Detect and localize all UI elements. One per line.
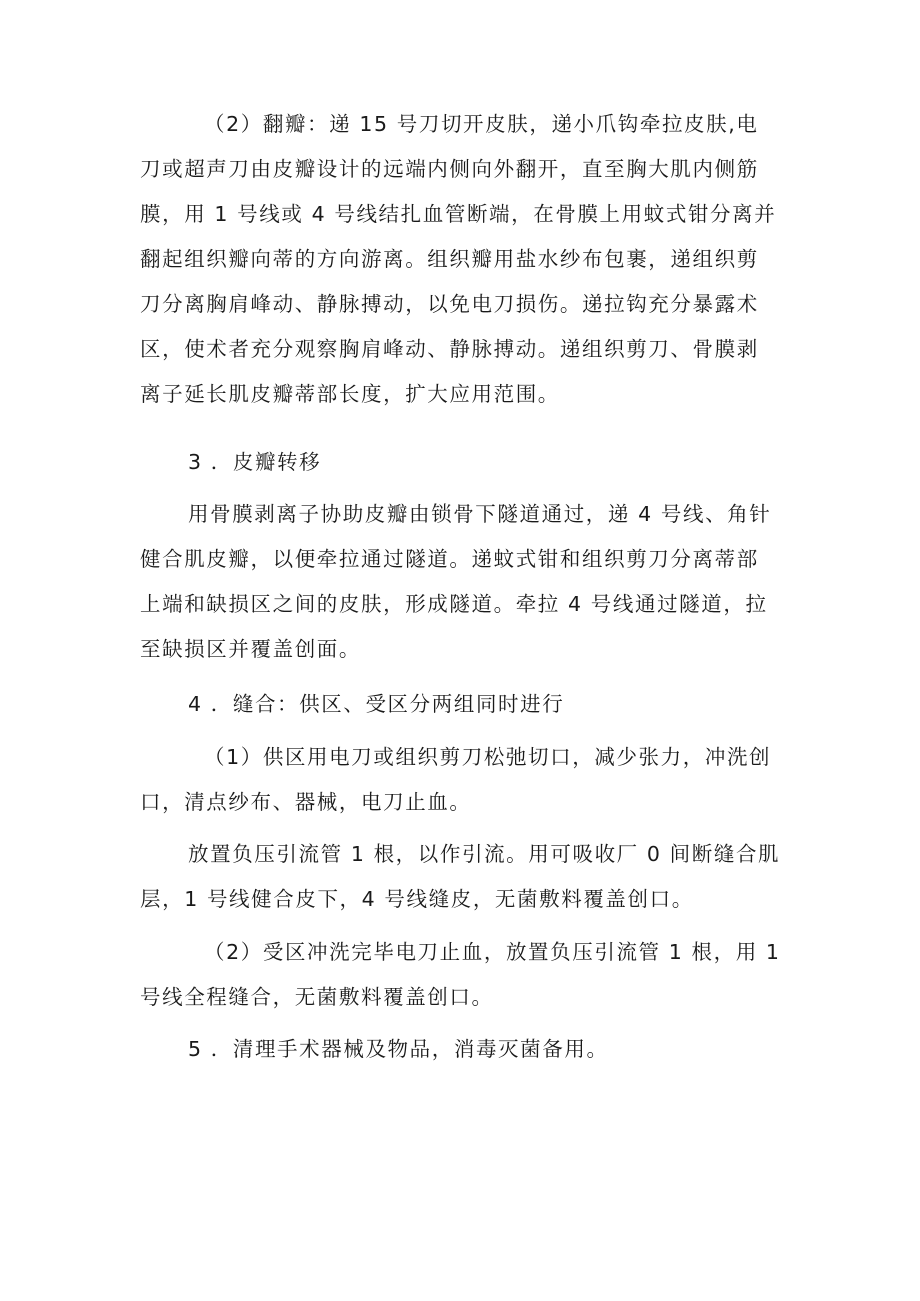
text-line: 用骨膜剥离子协助皮瓣由锁骨下隧道通过，递 4 号线、角针 — [188, 502, 772, 526]
text-line: 刀分离胸肩峰动、静脉搏动，以免电刀损伤。递拉钩充分暴露术 — [140, 292, 759, 316]
text-line: 膜，用 1 号线或 4 号线结扎血管断端，在骨膜上用蚊式钳分离并 — [140, 202, 777, 226]
text-line: 离子延长肌皮瓣蒂部长度，扩大应用范围。 — [140, 382, 560, 406]
section-heading-text: 5 ．清理手术器械及物品，消毒灭菌备用。 — [188, 1037, 609, 1061]
text-line: 刀或超声刀由皮瓣设计的远端内侧向外翻开，直至胸大肌内侧筋 — [140, 157, 759, 181]
text-line: 翻起组织瓣向蒂的方向游离。组织瓣用盐水纱布包裹，递组织剪 — [140, 247, 759, 271]
text-line: 上端和缺损区之间的皮肤，形成隧道。牵拉 4 号线通过隧道，拉 — [140, 592, 768, 616]
text-line: 放置负压引流管 1 根，以作引流。用可吸收厂 0 间断缝合肌 — [188, 842, 781, 866]
text-line: 至缺损区并覆盖创面。 — [140, 637, 361, 661]
section-heading-text: 3 ．皮瓣转移 — [188, 450, 322, 474]
text-line: （2）受区冲洗完毕电刀止血，放置负压引流管 1 根，用 1 — [204, 940, 781, 964]
text-line: （1）供区用电刀或组织剪刀松弛切口，减少张力，冲洗创 — [204, 745, 772, 769]
text-line: 号线全程缝合，无菌敷料覆盖创口。 — [140, 985, 494, 1009]
text-line: （2）翻瓣：递 15 号刀切开皮肤，递小爪钩牵拉皮肤,电 — [204, 112, 759, 136]
section-heading-text: 4 ．缝合：供区、受区分两组同时进行 — [188, 692, 565, 716]
text-line: 健合肌皮瓣，以便牵拉通过隧道。递蚊式钳和组织剪刀分离蒂部 — [140, 547, 759, 571]
text-line: 口，清点纱布、器械，电刀止血。 — [140, 790, 472, 814]
text-line: 区，使术者充分观察胸肩峰动、静脉搏动。递组织剪刀、骨膜剥 — [140, 337, 759, 361]
text-line: 层，1 号线健合皮下，4 号线缝皮，无菌敷料覆盖创口。 — [140, 887, 694, 911]
